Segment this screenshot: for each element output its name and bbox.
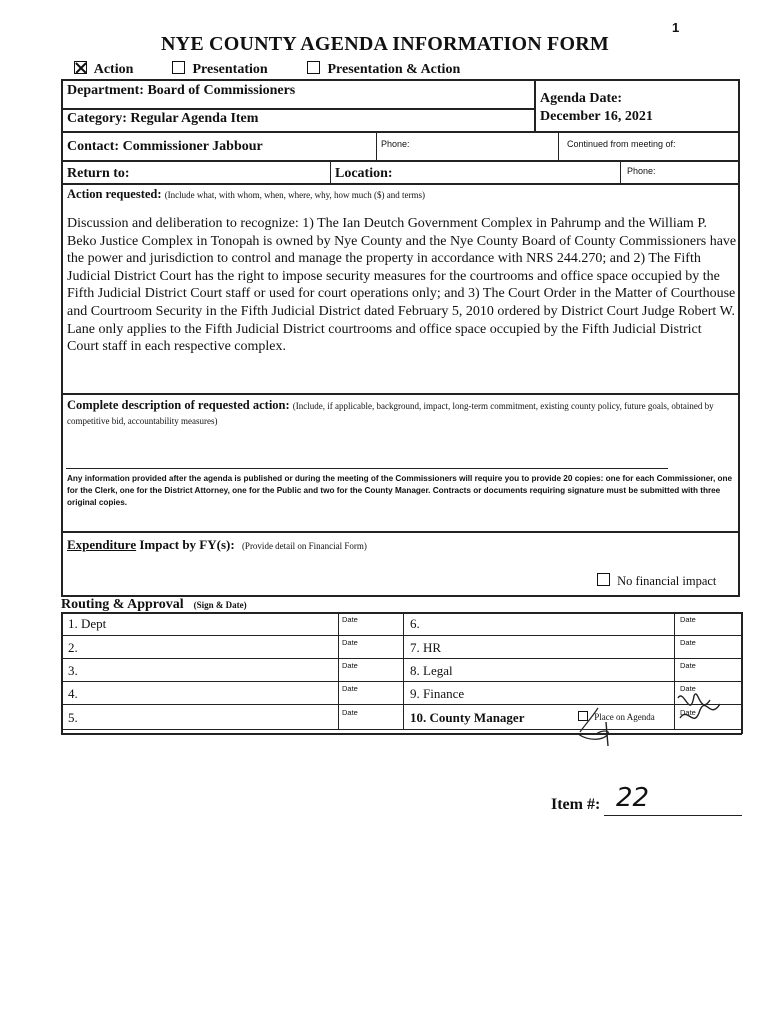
phone2-label: Phone: [627, 166, 656, 176]
info-note: Any information provided after the agenda is published or during the meeting of the Commissioners will require you to provide 20 copies: one for each Commissioner, one for the Clerk, one for the District Attorney, one for the Public and two for the County Manager. Contracts or documents requiring signature must be submitted with three original copies. [67, 474, 733, 507]
page-number: 1 [672, 20, 680, 35]
routing-left-date-5: Date [342, 708, 358, 717]
item-number-underline [604, 815, 742, 816]
agenda-date-label: Agenda Date: [540, 91, 623, 106]
routing-left-4: 4. [68, 686, 78, 701]
routing-right-date-10: Date [680, 708, 696, 717]
item-number-value: 22 [616, 783, 650, 813]
location-label: Location: [335, 166, 393, 181]
expenditure-label-rest: Impact by FY(s): [136, 537, 235, 552]
option-action-label: Action [93, 62, 134, 77]
routing-right-10: 10. County Manager [410, 710, 525, 725]
routing-right-9: 9. Finance [410, 686, 465, 701]
item-number-label: Item #: [551, 796, 601, 813]
expenditure-hint: (Provide detail on Financial Form) [241, 541, 367, 551]
option-presentation[interactable] [172, 61, 268, 78]
expenditure-heading [67, 537, 367, 553]
routing-left-date-4: Date [342, 684, 358, 693]
option-presentation-action-label: Presentation & Action [327, 62, 461, 77]
complete-desc-label: Complete description of requested action: [67, 398, 290, 412]
action-requested-hint: (Include what, with whom, when, where, why, how much ($) and terms) [164, 190, 426, 200]
return-to-label: Return to: [67, 166, 130, 181]
option-presentation-label: Presentation [192, 62, 268, 77]
contact-field: Contact: Commissioner Jabbour [67, 139, 263, 154]
routing-left-2: 2. [68, 640, 78, 655]
routing-left-1: 1. Dept [68, 616, 107, 631]
routing-right-date-9: Date [680, 684, 696, 693]
routing-left-date-3: Date [342, 661, 358, 670]
department-field: Department: Board of Commissioners [67, 83, 296, 98]
no-financial-impact-label: No financial impact [617, 574, 717, 588]
option-presentation-action[interactable] [307, 61, 460, 78]
continued-label: Continued from meeting of: [567, 139, 676, 149]
place-on-agenda-label: Place on Agenda [594, 712, 655, 722]
routing-right-8: 8. Legal [410, 663, 453, 678]
action-requested-heading [67, 187, 425, 202]
routing-left-date-2: Date [342, 638, 358, 647]
action-requested-label: Action requested: [67, 187, 162, 201]
complete-description-heading [67, 398, 737, 428]
routing-left-5: 5. [68, 710, 78, 725]
routing-right-date-7: Date [680, 638, 696, 647]
category-field: Category: Regular Agenda Item [67, 111, 259, 126]
routing-label: Routing & Approval [61, 597, 184, 612]
agenda-date-value: December 16, 2021 [540, 109, 653, 124]
phone-label: Phone: [381, 139, 410, 149]
routing-hint: (Sign & Date) [193, 600, 247, 610]
routing-heading [61, 595, 247, 613]
expenditure-label-underlined: Expenditure [67, 537, 137, 552]
routing-right-date-8: Date [680, 661, 696, 670]
routing-right-7: 7. HR [410, 640, 442, 655]
routing-right-6: 6. [410, 616, 420, 631]
routing-left-date-1: Date [342, 615, 358, 624]
page-title: NYE COUNTY AGENDA INFORMATION FORM [161, 33, 609, 55]
option-action[interactable] [74, 61, 133, 78]
presentation-checkbox[interactable] [172, 61, 185, 74]
handwritten-marks [560, 690, 740, 750]
no-financial-impact-option[interactable] [597, 573, 716, 589]
presentation-action-checkbox[interactable] [307, 61, 320, 74]
no-financial-impact-checkbox[interactable] [597, 573, 610, 586]
routing-right-date-6: Date [680, 615, 696, 624]
routing-left-3: 3. [68, 663, 78, 678]
action-checkbox[interactable] [74, 61, 87, 74]
action-requested-text: Discussion and deliberation to recognize: 1) The Ian Deutch Government Complex in Pahrump and the William P. Beko Justice Complex in Tonopah is owned by Nye County and the Nye County Board of County Commissioners have the power and jurisdiction to control and manage the property in accordance with NRS 244.270; and 2) The Fifth Judicial District Court has the right to impose security measures for the courtrooms and office space occupied by the Fifth Judicial District Court staff or used for court operations only; and 3) The Court Order in the Matter of Courthouse and Courtroom Security in the Fifth Judicial District dated February 5, 2010 ordered by District Court Judge Robert W. Lane only applies to the Fifth Judicial District courtrooms and office space occupied by the Fifth Judicial District Court staff in each respective complex. [67, 216, 737, 355]
complete-desc-hint: (Include, if applicable, background, impact, long-term commitment, existing county policy, future goals, obtained by competitive bid, accountability measures) [67, 401, 714, 426]
